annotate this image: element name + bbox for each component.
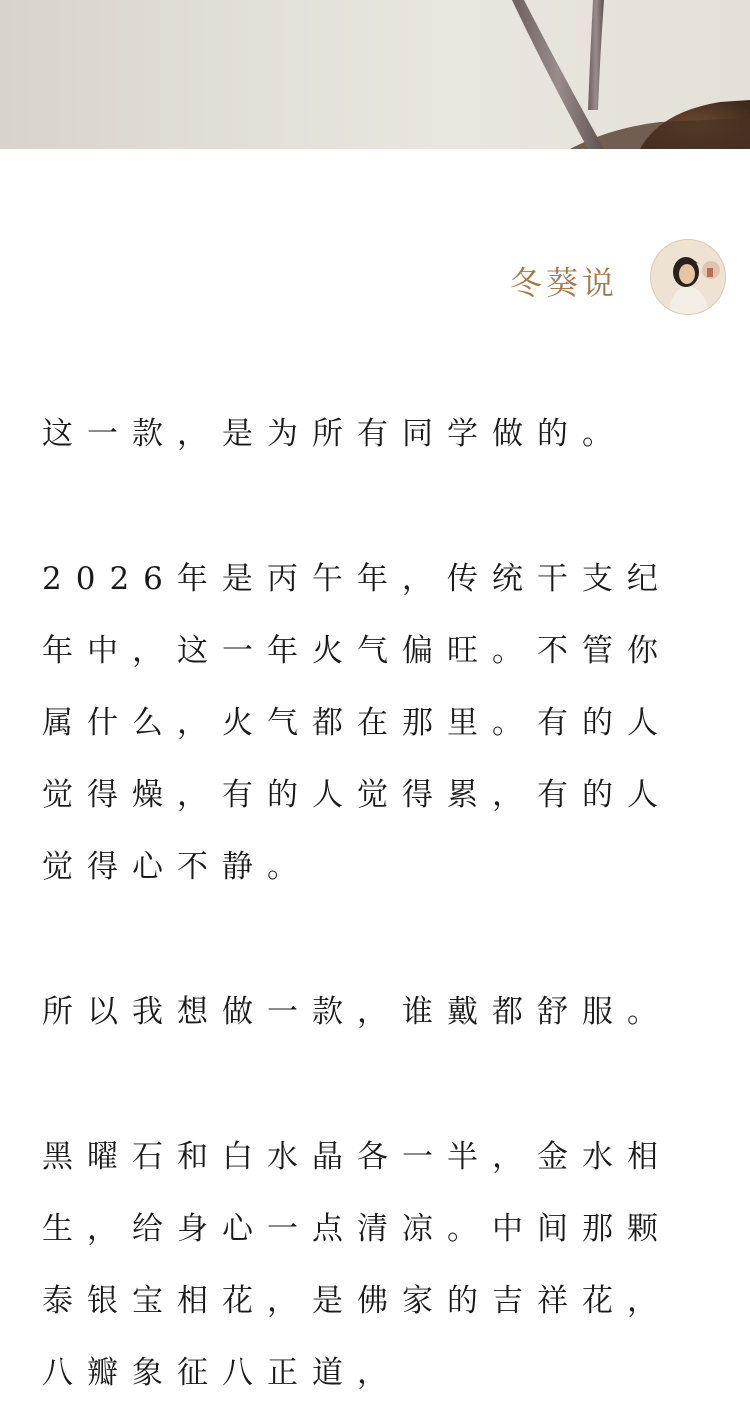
author-name: 冬葵说 xyxy=(509,264,618,302)
paragraph: 这一款，是为所有同学做的。 xyxy=(42,416,627,452)
hero-photo xyxy=(0,0,750,149)
paragraph: 所以我想做一款，谁戴都舒服。 xyxy=(42,994,672,1030)
article-body xyxy=(42,398,708,1409)
paragraph: 2026年是丙午年，传统干支纪 年中，这一年火气偏旺。不管你 属什么，火气都在那里。有的人 觉得燥，有的人觉得累，有的人 觉得心不静。 xyxy=(42,561,672,885)
paragraph: 黑曜石和白水晶各一半，金水相 生，给身心一点清凉。中间那颗 泰银宝相花，是佛家的吉祥花， 八瓣象征八正道， xyxy=(42,1139,672,1391)
author-header xyxy=(0,240,750,314)
avatar[interactable] xyxy=(651,240,725,314)
